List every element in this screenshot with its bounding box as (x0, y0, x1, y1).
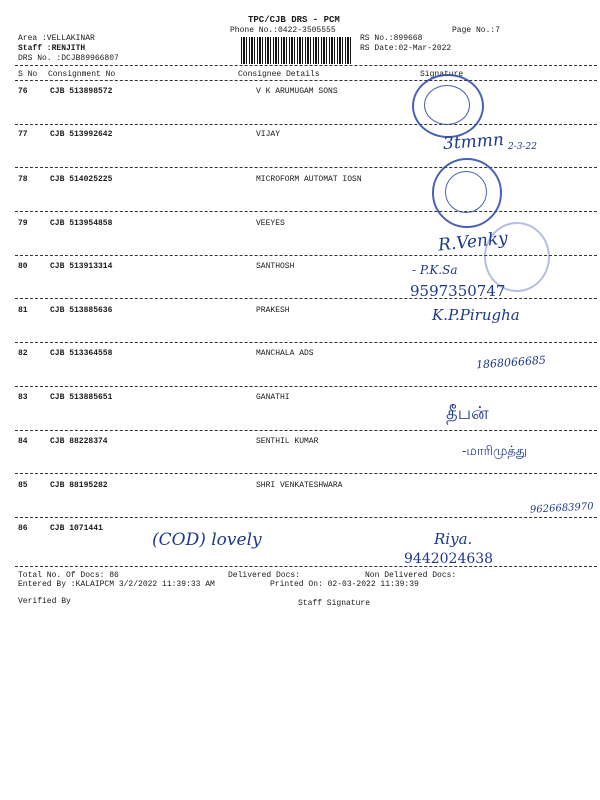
row-consignment: CJB 88195282 (50, 481, 108, 490)
row-consignee: GANATHI (256, 393, 290, 402)
row-sno: 80 (18, 262, 28, 271)
area-label: Area :VELLAKINAR (18, 34, 95, 43)
page-number: Page No.:7 (452, 26, 501, 35)
divider (15, 342, 597, 343)
row-consignee: MICROFORM AUTOMAT IOSN (256, 175, 362, 184)
divider (15, 473, 597, 474)
delivered-docs: Delivered Docs: (228, 571, 301, 580)
row-sno: 84 (18, 437, 28, 446)
col-header-consignee: Consignee Details (238, 70, 320, 79)
handwritten-signature: -மாரிமுத்து (462, 444, 528, 459)
row-sno: 77 (18, 130, 28, 139)
handwritten-phone: 9597350747 (410, 282, 506, 300)
row-sno: 83 (18, 393, 28, 402)
row-consignee: SANTHOSH (256, 262, 295, 271)
divider (15, 80, 597, 81)
divider (15, 298, 597, 299)
handwritten-phone: 9626683970 (529, 501, 594, 516)
non-delivered-docs: Non Delivered Docs: (365, 571, 457, 580)
company-stamp (412, 74, 484, 138)
handwritten-name: - P.K.Sa (412, 263, 458, 277)
handwritten-date: 2-3-22 (508, 142, 537, 152)
row-consignment: CJB 513885651 (50, 393, 113, 402)
handwritten-signature: 3tmmn (442, 129, 505, 155)
row-sno: 82 (18, 349, 28, 358)
handwritten-note: (COD) lovely (152, 530, 262, 550)
col-header-sno: S No (18, 70, 38, 79)
company-stamp (432, 158, 502, 228)
row-consignee: PRAKESH (256, 306, 290, 315)
handwritten-signature: R.Venky (437, 228, 509, 256)
printed-on: Printed On: 02-03-2022 11:39:39 (270, 580, 419, 589)
divider (15, 167, 597, 168)
handwritten-signature: K.P.Pirugha (432, 306, 520, 324)
handwritten-signature: தீபன் (446, 403, 489, 424)
row-consignment: CJB 513954858 (50, 219, 113, 228)
entered-by: Entered By :KALAIPCM 3/2/2022 11:39:33 AM (18, 580, 215, 589)
row-sno: 85 (18, 481, 28, 490)
row-consignee: VEEYES (256, 219, 285, 228)
handwritten-phone: 1868066685 (475, 353, 547, 372)
row-consignment: CJB 88228374 (50, 437, 108, 446)
drs-number: DRS No. :DCJB89966807 (18, 54, 119, 63)
row-sno: 81 (18, 306, 28, 315)
phone-number: Phone No.:0422-3505555 (230, 26, 336, 35)
divider (15, 430, 597, 431)
row-consignment: CJB 513913314 (50, 262, 113, 271)
row-sno: 76 (18, 87, 28, 96)
divider (15, 65, 597, 66)
divider (15, 124, 597, 125)
row-consignment: CJB 514025225 (50, 175, 113, 184)
row-consignee: V K ARUMUGAM SONS (256, 87, 338, 96)
divider (15, 211, 597, 212)
row-sno: 78 (18, 175, 28, 184)
row-consignee: VIJAY (256, 130, 281, 139)
rs-number: RS No.:899668 (360, 34, 423, 43)
col-header-signature: Signature (420, 70, 464, 79)
row-consignee: SENTHIL KUMAR (256, 437, 319, 446)
handwritten-signature: Riya. (434, 530, 473, 548)
staff-signature: Staff Signature (298, 599, 371, 608)
divider (15, 566, 597, 567)
row-consignment: CJB 1071441 (50, 524, 103, 533)
row-sno: 79 (18, 219, 28, 228)
divider (15, 517, 597, 518)
staff-label: Staff :RENJITH (18, 44, 86, 53)
row-consignee: MANCHALA ADS (256, 349, 314, 358)
handwritten-phone: 9442024638 (404, 551, 494, 567)
document-title: TPC/CJB DRS - PCM (248, 15, 340, 25)
row-consignment: CJB 513992642 (50, 130, 113, 139)
rs-date: RS Date:02-Mar-2022 (360, 44, 452, 53)
barcode (241, 37, 352, 64)
divider (15, 386, 597, 387)
row-sno: 86 (18, 524, 28, 533)
row-consignee: SHRI VENKATESHWARA (256, 481, 343, 490)
row-consignment: CJB 513898572 (50, 87, 113, 96)
row-consignment: CJB 513364558 (50, 349, 113, 358)
total-docs: Total No. Of Docs: 86 (18, 571, 119, 580)
row-consignment: CJB 513885636 (50, 306, 113, 315)
col-header-consignment: Consignment No (48, 70, 116, 79)
verified-by: Verified By (18, 597, 71, 606)
